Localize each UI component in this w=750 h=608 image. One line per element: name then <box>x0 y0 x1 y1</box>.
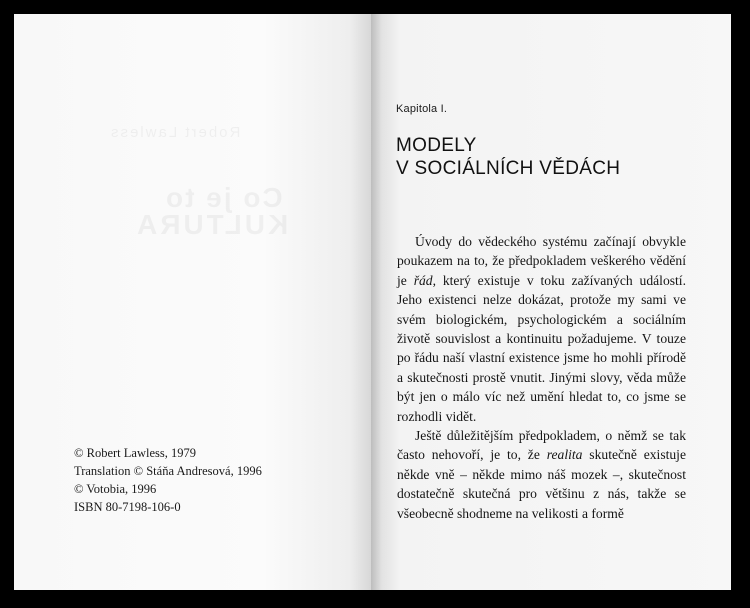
chapter-title-line: V SOCIÁLNÍCH VĚDÁCH <box>396 158 621 179</box>
left-page <box>14 14 371 590</box>
chapter-label: Kapitola I. <box>396 103 448 115</box>
copyright-line: © Robert Lawless, 1979 <box>74 446 196 460</box>
text-run: skutečně existuje někde vně – někde mimo náš mozek –, skutečnost dostatečně skutečná pro většinu z nás, takže se všeobecně shodneme na velikosti a formě <box>397 447 686 521</box>
emphasis-text: řád <box>413 272 433 288</box>
copyright-block <box>74 444 262 516</box>
text-run: , který existuje v toku zažívaných událostí. Jeho existenci nelze dokázat, protože my sami ve svém biologickém, psychologickém a sociálním životě souvislost a kontinuitu požadujeme. V touze po řádu naší vlastní existence jsme ho mohli přírodě a skutečnosti prostě vnutit. Jinými slovy, věda může být jen o málo víc než umění hledat to, co jsme se rozhodli vidět. <box>397 272 686 424</box>
text-run: Ještě důležitějším předpokladem, o němž se tak často nehovoří, je to, že <box>397 428 686 463</box>
copyright-line: Translation © Stáňa Andresová, 1996 <box>74 464 262 478</box>
chapter-title <box>396 134 620 180</box>
book-spread <box>14 14 731 590</box>
body-text <box>397 232 686 523</box>
chapter-title-line: MODELY <box>396 135 477 156</box>
isbn-line: ISBN 80-7198-106-0 <box>74 500 181 514</box>
emphasis-text: realita <box>546 447 583 463</box>
copyright-line: © Votobia, 1996 <box>74 482 157 496</box>
paragraph <box>397 426 686 523</box>
text-run: Úvody do vědeckého systému začínají obvykle poukazem na to, že předpokladem veškerého vědění je <box>397 234 686 288</box>
show-through-author <box>109 124 240 141</box>
paragraph <box>397 232 686 426</box>
show-through-title-line2 <box>134 209 288 241</box>
right-page <box>371 14 731 590</box>
